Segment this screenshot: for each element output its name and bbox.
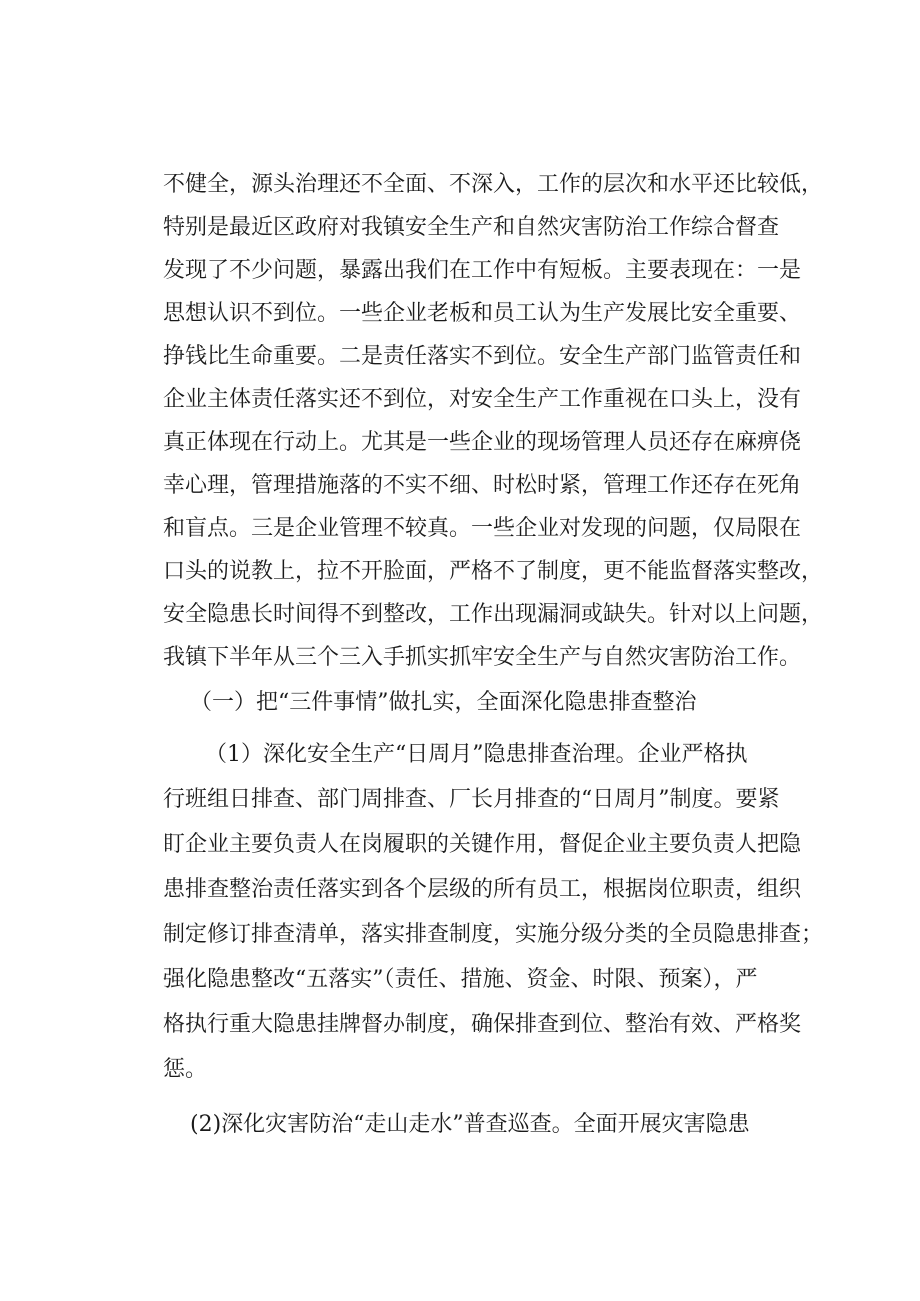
text-line: 盯企业主要负责人在岗履职的关键作用，督促企业主要负责人把隐 — [163, 832, 802, 857]
text-line: 发现了不少问题，暴露出我们在工作中有短板。主要表现在：一是 — [163, 258, 802, 283]
item-2-line: (2)深化灾害防治“走山走水”普查巡查。全面开展灾害隐患 — [190, 1112, 750, 1137]
text-line: 口头的说教上，拉不开脸面，严格不了制度，更不能监督落实整改， — [163, 559, 824, 584]
text-line: 格执行重大隐患挂牌督办制度，确保排查到位、整治有效、严格奖 — [163, 1012, 802, 1037]
text-line: 思想认识不到位。一些企业老板和员工认为生产发展比安全重要、 — [163, 301, 802, 326]
text-line: 安全隐患长时间得不到整改，工作出现漏洞或缺失。针对以上问题， — [163, 602, 824, 627]
text-line: 我镇下半年从三个三入手抓实抓牢安全生产与自然灾害防治工作。 — [163, 645, 802, 670]
text-line: 真正体现在行动上。尤其是一些企业的现场管理人员还存在麻痹侥 — [163, 430, 802, 455]
text-line: 和盲点。三是企业管理不较真。一些企业对发现的问题，仅局限在 — [163, 516, 802, 541]
text-line: 挣钱比生命重要。二是责任落实不到位。安全生产部门监管责任和 — [163, 344, 802, 369]
text-line: 强化隐患整改“五落实”（责任、措施、资金、时限、预案），严 — [163, 967, 758, 992]
text-line: 特别是最近区政府对我镇安全生产和自然灾害防治工作综合督查 — [163, 215, 780, 240]
text-line: 患排查整治责任落实到各个层级的所有员工，根据岗位职责，组织 — [163, 877, 802, 902]
text-line: 惩。 — [163, 1057, 208, 1082]
text-line: （1）深化安全生产“日周月”隐患排查治理。企业严格执 — [205, 742, 748, 767]
text-line: 不健全，源头治理还不全面、不深入，工作的层次和水平还比较低， — [163, 172, 824, 197]
text-line: 制定修订排查清单，落实排查制度，实施分级分类的全员隐患排查； — [163, 922, 824, 947]
text-line: 幸心理，管理措施落的不实不细、时松时紧，管理工作还存在死角 — [163, 473, 802, 498]
section-heading: （一）把“三件事情”做扎实，全面深化隐患排查整治 — [190, 690, 697, 715]
text-line: 行班组日排查、部门周排查、厂长月排查的“日周月”制度。要紧 — [163, 787, 780, 812]
text-line: 企业主体责任落实还不到位，对安全生产工作重视在口头上，没有 — [163, 387, 802, 412]
